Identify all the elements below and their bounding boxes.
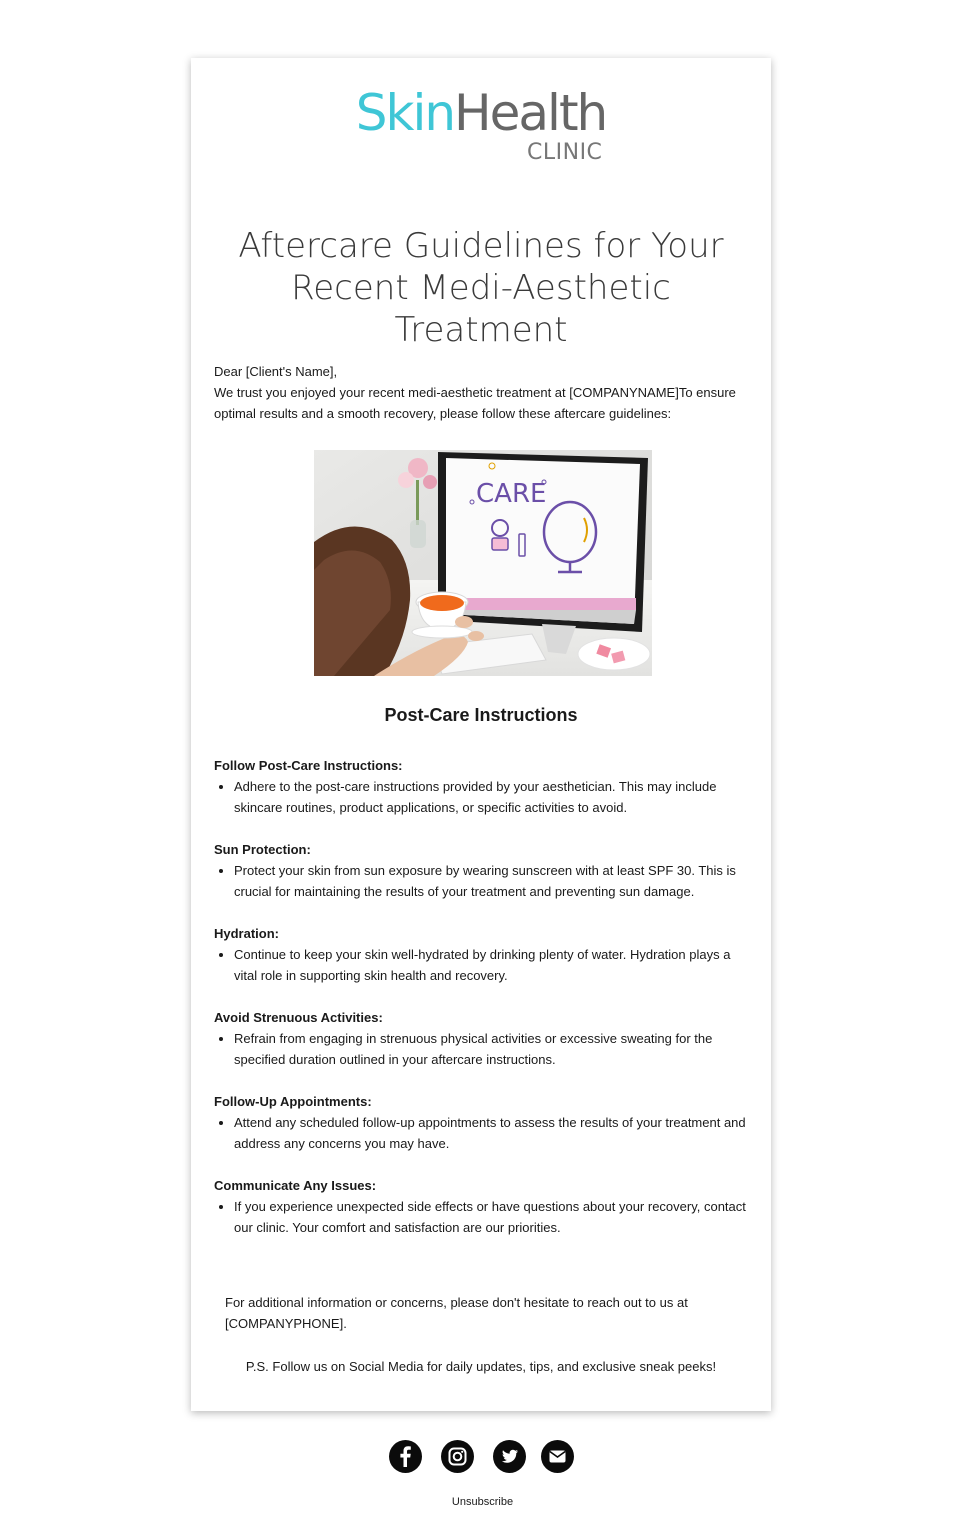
instruction-heading: Follow-Up Appointments: — [214, 1094, 372, 1109]
instruction-heading: Hydration: — [214, 926, 279, 941]
email-card — [191, 58, 771, 1411]
instruction-bullets — [214, 860, 753, 902]
instructions-list — [214, 755, 753, 1259]
title-line-2: Recent Medi-Aesthetic Treatment — [291, 268, 671, 350]
logo-subtitle: CLINIC — [527, 140, 603, 165]
instruction-text: • Refrain from engaging in strenuous physical activities or excessive sweating for the specified duration outlined in your aftercare instructions. — [234, 1028, 753, 1070]
email-title — [201, 225, 761, 351]
facebook-icon[interactable] — [389, 1440, 422, 1473]
instruction-heading: Sun Protection: — [214, 842, 311, 857]
logo-brand-primary: Skin — [355, 84, 455, 142]
email-icon[interactable] — [541, 1440, 574, 1473]
contact-paragraph: For additional information or concerns, please don't hesitate to reach out to us at [COMPANYPHONE]. — [225, 1295, 688, 1331]
unsubscribe-link[interactable]: Unsubscribe — [451, 1496, 514, 1508]
instruction-item — [214, 1007, 753, 1070]
instruction-bullets — [214, 944, 753, 986]
clinic-logo — [191, 85, 771, 165]
screen-accent-bar — [446, 598, 636, 610]
instruction-item — [214, 1091, 753, 1154]
ps-note: P.S. Follow us on Social Media for daily updates, tips, and exclusive sneak peeks! — [245, 1359, 717, 1374]
section-heading: Post-Care Instructions — [384, 705, 578, 725]
instruction-text: • Adhere to the post-care instructions provided by your aesthetician. This may include skincare routines, product applications, or specific activities to avoid. — [234, 776, 753, 818]
intro-paragraph — [214, 361, 753, 424]
logo-brand-secondary: Health — [454, 84, 607, 142]
social-links — [389, 1440, 579, 1474]
twitter-icon[interactable] — [493, 1440, 526, 1473]
greeting: Dear [Client's Name], — [214, 364, 338, 379]
instruction-text: • Protect your skin from sun exposure by wearing sunscreen with at least SPF 30. This is crucial for maintaining the results of your treatment and preventing sun damage. — [234, 860, 753, 902]
logo-wordmark — [356, 84, 606, 142]
instruction-item — [214, 1175, 753, 1238]
instruction-text: • Attend any scheduled follow-up appointments to assess the results of your treatment and address any concerns you may have. — [234, 1112, 753, 1154]
instruction-bullets — [214, 1028, 753, 1070]
instagram-icon[interactable] — [441, 1440, 474, 1473]
screen-care-text: CARE — [476, 479, 547, 509]
instruction-bullets — [214, 1112, 753, 1154]
instruction-item — [214, 839, 753, 902]
instruction-heading: Communicate Any Issues: — [214, 1178, 377, 1193]
instruction-item — [214, 923, 753, 986]
title-line-1: Aftercare Guidelines for Your — [238, 226, 724, 266]
instruction-text: • If you experience unexpected side effects or have questions about your recovery, contact our clinic. Your comfort and satisfaction are our priorities. — [234, 1196, 753, 1238]
instruction-text: • Continue to keep your skin well-hydrated by drinking plenty of water. Hydration plays a vital role in supporting skin health and recovery. — [234, 944, 753, 986]
instruction-heading: Follow Post-Care Instructions: — [214, 758, 403, 773]
instruction-bullets — [214, 1196, 753, 1238]
instruction-heading: Avoid Strenuous Activities: — [214, 1010, 383, 1025]
hero-image — [314, 450, 652, 676]
intro-body: We trust you enjoyed your recent medi-aesthetic treatment at [COMPANYNAME]To ensure optimal results and a smooth recovery, please follow these aftercare guidelines: — [214, 385, 736, 421]
instruction-item — [214, 755, 753, 818]
instruction-bullets — [214, 776, 753, 818]
